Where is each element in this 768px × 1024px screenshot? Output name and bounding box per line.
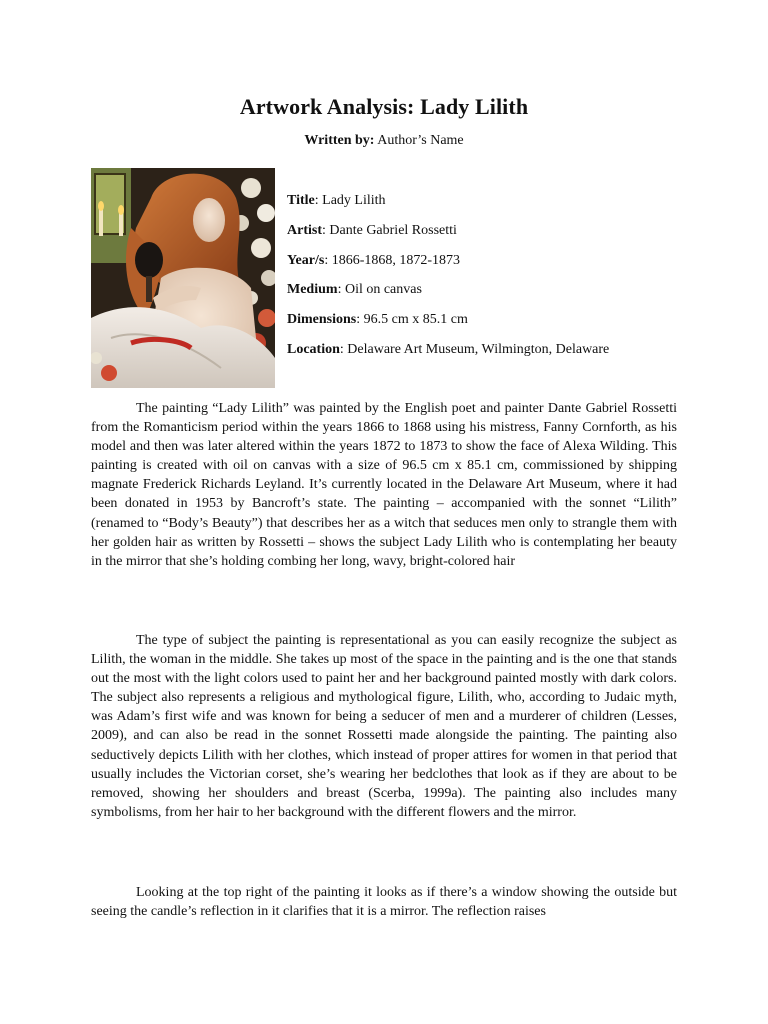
info-row-artist: Artist: Dante Gabriel Rossetti — [287, 222, 457, 238]
body-paragraph-2: The type of subject the painting is representational as you can easily recognize the subject as Lilith, the woman in the middle. She takes up most of the space in the painting and is the one that stands out the most with the light colors used to paint her and her background painted mostly with dark colors. The subject also represents a religious and mythological figure, Lilith, who, according to Judaic myth, was Adam’s first wife and was known for being a seducer of men and a murderer of children (Lesses, 2009), and can also be read in the sonnet Rossetti made alongside the painting. The painting also seductively depicts Lilith with her clothes, which instead of proper attires for women in that period that usually includes the Victorian corset, she’s wearing her bedclothes that look as if they are about to be removed, showing her shoulders and breast (Scerba, 1999a). The painting also includes many symbolisms, from her hair to her background with the different flowers and the mirror. — [91, 633, 677, 820]
info-row-location: Location: Delaware Art Museum, Wilmington, Delaware — [287, 341, 610, 357]
info-row-title: Title: Lady Lilith — [287, 193, 386, 208]
info-row-dimensions: Dimensions: 96.5 cm x 85.1 cm — [287, 312, 468, 328]
byline — [0, 133, 768, 149]
info-row-medium: Medium: Oil on canvas — [287, 282, 422, 298]
lady-lilith-painting-image — [91, 168, 275, 388]
body-paragraph-1: The painting “Lady Lilith” was painted by the English poet and painter Dante Gabriel Rossetti from the Romanticism period within the years 1866 to 1868 using his mistress, Fanny Cornforth, as his model and then was later altered within the years 1872 to 1873 to show the face of Alexa Wilding. This painting is created with oil on canvas with a size of 96.5 cm x 85.1 cm, commissioned by shipping magnate Frederick Richards Leyland. It’s currently located in the Delaware Art Museum, where it had been donated in 1953 by Bancroft’s state. The painting – accompanied with the sonnet “Lilith” (renamed to “Body’s Beauty”) that describes her as a witch that seduces men only to strangle them with her golden hair as written by Rossetti – shows the subject Lady Lilith who is contemplating her beauty in the mirror that she’s holding combing her long, wavy, bright-colored hair — [91, 401, 677, 569]
document-title: Artwork Analysis: Lady Lilith — [239, 94, 529, 119]
info-row-years: Year/s: 1866-1868, 1872-1873 — [287, 252, 461, 268]
byline-label: Written by: — [304, 133, 375, 148]
body-paragraph-3: Looking at the top right of the painting it looks as if there’s a window showing the outside but seeing the candle’s reflection in it clarifies that it is a mirror. The reflection raises — [91, 885, 677, 920]
author-name: Author’s Name — [377, 133, 464, 148]
artwork-info — [287, 192, 717, 371]
